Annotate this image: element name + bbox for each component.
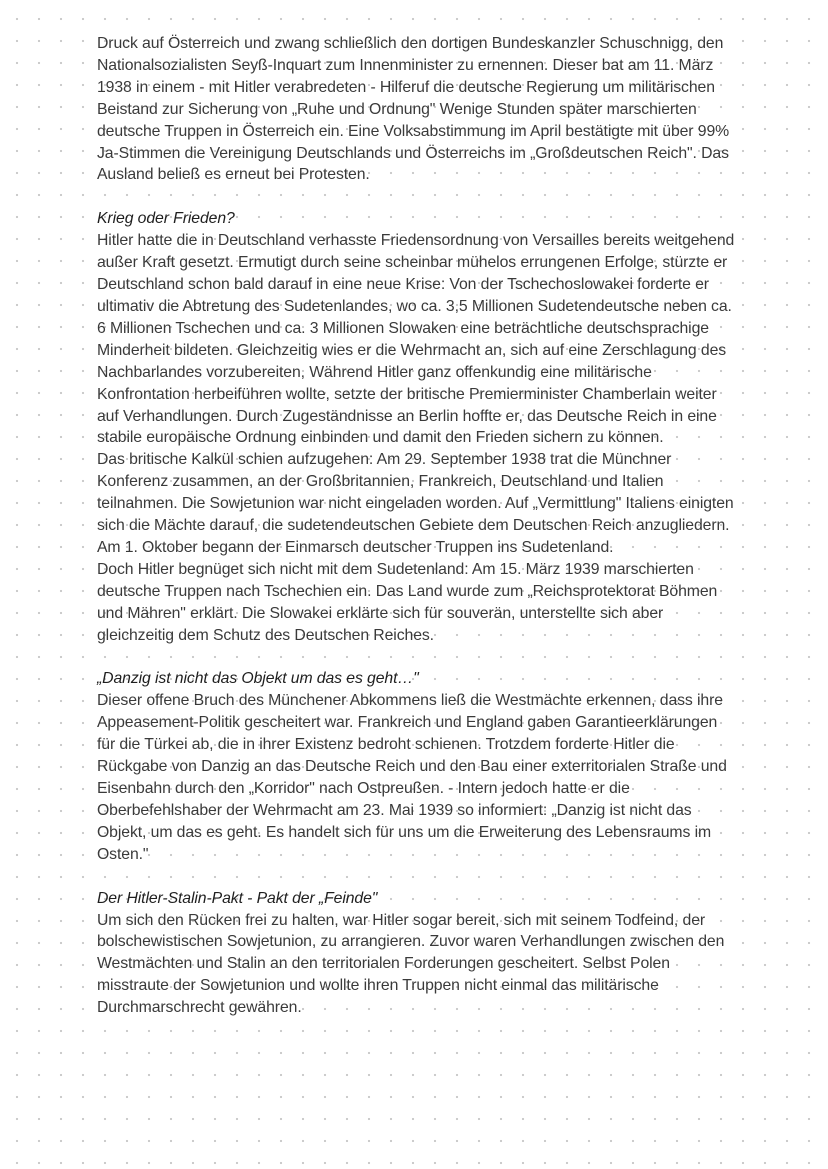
section-heading-danzig: „Danzig ist nicht das Objekt um das es geht…" bbox=[97, 670, 419, 688]
section-spacer bbox=[97, 866, 737, 888]
section1-paragraph-3: Doch Hitler begnüget sich nicht mit dem Sudetenland: Am 15. März 1939 marschierten deutsche Truppen nach Tschechien ein. Das Land wurde zum „Reichsprotektorat Böhmen und Mähren" erklärt. Die Slowakei erklärte sich für souverän, unterstellte sich aber gleichzeitig dem Schutz des Deutschen Reiches. bbox=[97, 560, 718, 644]
section2-paragraph-1: Dieser offene Bruch des Münchener Abkommens ließ die Westmächte erkennen, dass ihre Appeasement-Politik gescheitert war. Frankreich und England gaben Garantieerklärungen für die Türkei ab, die in ihrer Existenz bedroht schienen. Trotzdem forderte Hitler die Rückgabe von Danzig an das Deutsche Reich und den Bau einer exterritorialen Straße und Eisenbahn durch den „Korridor" nach Ostpreußen. - Intern jedoch hatte er die Oberbefehlshaber der Wehrmacht am 23. Mai 1939 so informiert: „Danzig ist nicht das Objekt, um das es geht. Es handelt sich für uns um die Erweiterung des Lebensraums im Osten." bbox=[97, 692, 727, 863]
section1-paragraph-1: Hitler hatte die in Deutschland verhasste Friedensordnung von Versailles bereits weitgehend außer Kraft gesetzt. Ermutigt durch seine scheinbar mühelos errungenen Erfolge, stürzte er Deutschland schon bald darauf in eine neue Krise: Von der Tschechoslowakei forderte er ultimativ die Abtretung des Sudetenlandes, wo ca. 3,5 Millionen Sudetendeutsche neben ca. 6 Millionen Tschechen und ca. 3 Millionen Slowaken eine beträchtliche deutschsprachige Minderheit bildeten. Gleichzeitig wies er die Wehrmacht an, sich auf eine Zerschlagung des Nachbarlandes vorzubereiten, Während Hitler ganz offenkundig eine militärische Konfrontation herbeiführen wollte, setzte der britische Premierminister Chamberlain weiter auf Verhandlungen. Durch Zugeständnisse an Berlin hoffte er, das Deutsche Reich in eine stabile europäische Ordnung einbinden und damit den Frieden sichern zu können. bbox=[97, 232, 735, 447]
section1-paragraph-2: Das britische Kalkül schien aufzugehen: Am 29. September 1938 trat die Münchner Konferenz zusammen, an der Großbritannien, Frankreich, Deutschland und Italien teilnahmen. Die Sowjetunion war nicht eingeladen worden. Auf „Vermittlung" Italiens einigten sich die Mächte darauf, die sudetendeutschen Gebiete dem Deutschen Reich anzugliedern. Am 1. Oktober begann der Einmarsch deutscher Truppen ins Sudetenland. bbox=[97, 451, 734, 556]
section-spacer bbox=[97, 646, 737, 668]
section-spacer bbox=[97, 186, 737, 208]
section-heading-hitler-stalin-pakt: Der Hitler-Stalin-Pakt - Pakt der „Feinde" bbox=[97, 889, 378, 907]
document-page bbox=[97, 33, 737, 1019]
section3-paragraph-1: Um sich den Rücken frei zu halten, war Hitler sogar bereit, sich mit seinem Todfeind, der bolschewistischen Sowjetunion, zu arrangieren. Zuvor waren Verhandlungen zwischen den Westmächten und Stalin an den territorialen Forderungen gescheitert. Selbst Polen misstraute der Sowjetunion und wollte ihren Truppen nicht einmal das militärische Durchmarschrecht gewähren. bbox=[97, 911, 725, 1017]
section-heading-krieg-oder-frieden: Krieg oder Frieden? bbox=[97, 210, 235, 228]
intro-paragraph: Druck auf Österreich und zwang schließlich den dortigen Bundeskanzler Schuschnigg, den Nationalsozialisten Seyß-Inquart zum Innenminister zu ernennen. Dieser bat am 11. März 1938 in einem - mit Hitler verabredeten - Hilferuf die deutsche Regierung um militärischen Beistand zur Sicherung von „Ruhe und Ordnung" Wenige Stunden später marschierten deutsche Truppen in Österreich ein. Eine Volksabstimmung im April bestätigte mit über 99% Ja-Stimmen die Vereinigung Deutschlands und Österreichs im „Großdeutschen Reich". Das Ausland beließ es erneut bei Protesten. bbox=[97, 35, 730, 184]
